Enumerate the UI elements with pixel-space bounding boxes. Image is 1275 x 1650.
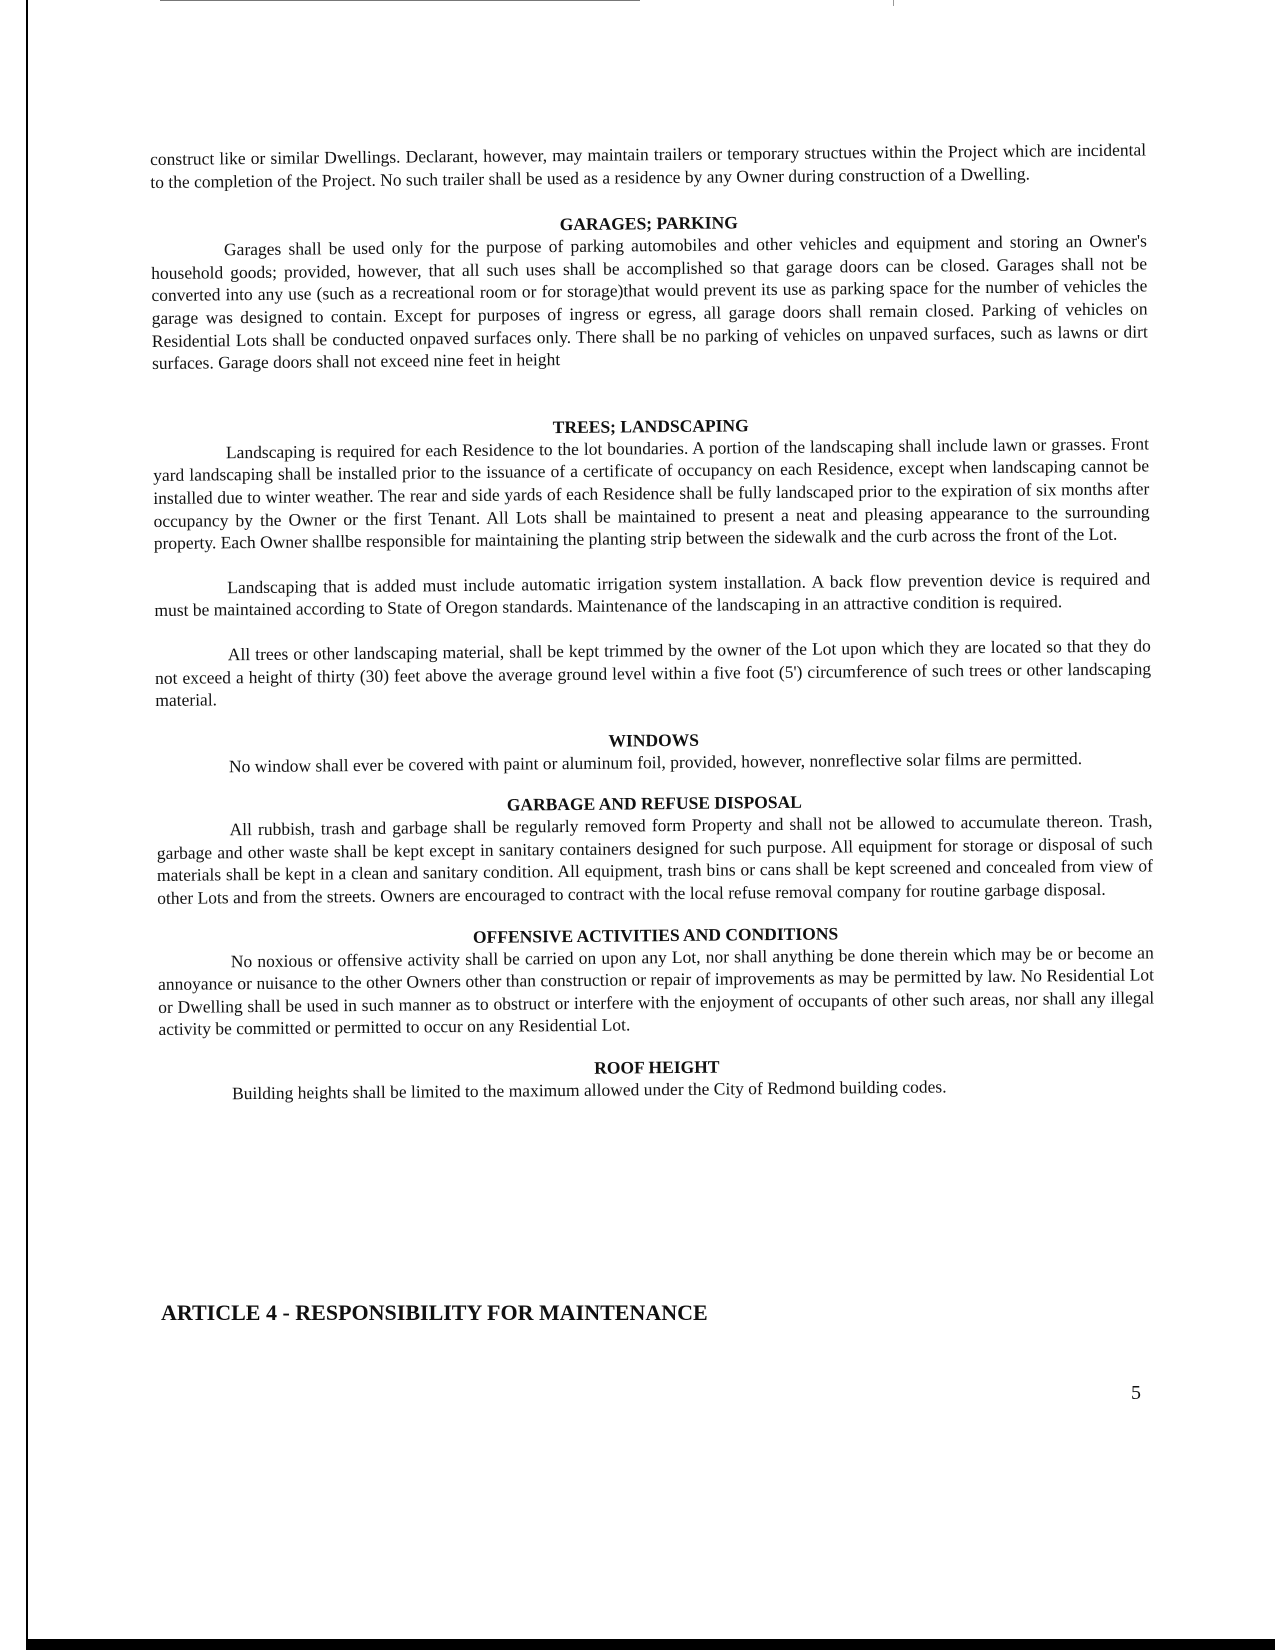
heading-trees-landscaping: TREES; LANDSCAPING [552,415,749,437]
paragraph-trees-landscaping-3: All trees or other landscaping material, shall be kept trimmed by the owner of the Lot upon which they are located so that they do not exceed a height of thirty (30) feet above the average ground level within a five foot (5') circumference of such trees or other landscaping material. [154,635,1152,711]
paragraph-trees-landscaping-2: Landscaping that is added must include automatic irrigation system installation. A back flow prevention device is required and must be maintained according to State of Oregon standards. Maintenance of the landscaping in an attractive condition is required. [154,568,1151,621]
paragraph-windows: No window shall ever be covered with paint or aluminum foil, provided, however, nonreflective solar films are permitted. [228,747,1083,776]
heading-garbage-refuse: GARBAGE AND REFUSE DISPOSAL [506,792,802,815]
paragraph-garbage-refuse: All rubbish, trash and garbage shall be regularly removed form Property and shall not be allowed to accumulate thereon. Trash, garbage and other waste shall be kept except in sanitary containers designed for such purpose. All equipment for storage or disposal of such materials shall be kept in a clean and sanitary condition. All equipment, trash bins or cans shall be kept screened and concealed from view of other Lots and from the streets. Owners are encouraged to contract with the local refuse removal company for routine garbage disposal. [156,810,1154,909]
heading-windows: WINDOWS [608,729,700,751]
scan-mark [893,0,894,6]
scan-top-edge [160,0,640,1]
scan-bottom-edge [26,1639,1275,1650]
paragraph-offensive-activities: No noxious or offensive activity shall be carried on upon any Lot, nor shall anything be done therein which may be or become an annoyance or nuisance to the other Owners other than construction or repair of improvements as may be permitted by law. No Residential Lot or Dwelling shall be used in such manner as to obstruct or interfere with the enjoyment of occupants of other such areas, nor shall any illegal activity be committed or permitted to occur on any Residential Lot. [157,942,1155,1040]
heading-roof-height: ROOF HEIGHT [594,1056,720,1078]
article-heading: ARTICLE 4 - RESPONSIBILITY FOR MAINTENANCE [161,1300,708,1325]
scan-left-edge [26,0,28,1650]
paragraph-roof-height: Building heights shall be limited to the maximum allowed under the City of Redmond building codes. [231,1076,947,1104]
heading-garages-parking: GARAGES; PARKING [559,212,738,235]
document-body [150,138,1155,1105]
page-number: 5 [1131,1382,1141,1404]
paragraph-garages-parking: Garages shall be used only for the purpose of parking automobiles and other vehicles and equipment and storing an Owner's household goods; provided, however, that all such uses shall be accomplished so that garage doors can be closed. Garages shall not be converted into any use (such as a recreational room or for storage)that would prevent its use as parking space for the number of vehicles the garage was designed to contain. Except for purposes of ingress or egress, all garage doors shall remain closed. Parking of vehicles on Residential Lots shall be conducted onpaved surfaces only. There shall be no parking of vehicles on unpaved surfaces, such as lawns or dirt surfaces. Garage doors shall not exceed nine feet in height [151,230,1148,374]
intro-paragraph: construct like or similar Dwellings. Declarant, however, may maintain trailers or temporary structues within the Project which are incidental to the completion of the Project. No such trailer shall be used as a residence by any Owner during construction of a Dwelling. [150,139,1147,192]
paragraph-trees-landscaping-1: Landscaping is required for each Residence to the lot boundaries. A portion of the landscaping shall include lawn or grasses. Front yard landscaping shall be installed prior to the issuance of a certificate of occupancy on each Residence, except when landscaping cannot be installed due to winter weather. The rear and side yards of each Residence shall be fully landscaped prior to the expiration of six months after occupancy by the Owner or the first Tenant. All Lots shall be maintained to present a neat and pleasing appearance to the surrounding property. Each Owner shallbe responsible for maintaining the planting strip between the sidewalk and the curb across the front of the Lot. [153,433,1150,554]
heading-offensive-activities: OFFENSIVE ACTIVITIES AND CONDITIONS [472,923,839,947]
